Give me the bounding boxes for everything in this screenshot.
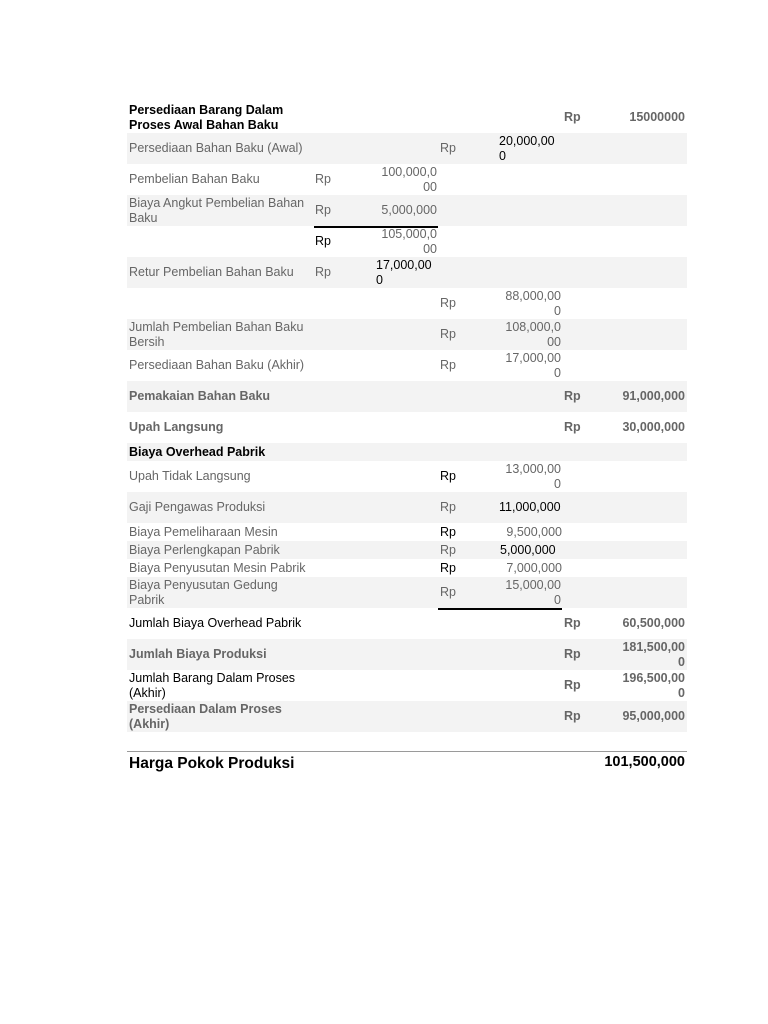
row-label: Persediaan Dalam Proses (Akhir)	[129, 701, 282, 731]
row-label: Jumlah Biaya Produksi	[129, 647, 267, 661]
currency-label: Rp	[564, 678, 581, 692]
grand-total-value: 101,500,000	[604, 754, 685, 770]
table-row	[127, 319, 687, 350]
row-label: Biaya Angkut Pembelian Bahan Baku	[129, 195, 305, 225]
currency-label: Rp	[440, 141, 456, 155]
currency-label: Rp	[564, 389, 581, 403]
amount-value: 100,000,000	[381, 164, 437, 194]
currency-label: Rp	[440, 500, 456, 514]
table-row	[127, 701, 687, 732]
currency-label: Rp	[315, 172, 331, 186]
row-label: Jumlah Biaya Overhead Pabrik	[129, 616, 302, 630]
grand-total-label: Harga Pokok Produksi	[129, 755, 295, 772]
currency-label: Rp	[315, 203, 331, 217]
currency-label: Rp	[315, 234, 331, 248]
table-row	[127, 523, 687, 541]
table-row	[127, 195, 687, 226]
amount-value: 13,000,000	[505, 461, 561, 491]
amount-value: 95,000,000	[622, 709, 685, 723]
row-label: Biaya Perlengkapan Pabrik	[129, 542, 280, 557]
currency-label: Rp	[564, 647, 581, 661]
table-row	[127, 350, 687, 381]
currency-label: Rp	[440, 542, 456, 557]
currency-label: Rp	[440, 560, 456, 575]
currency-label: Rp	[440, 524, 456, 539]
amount-value: 91,000,000	[622, 389, 685, 403]
amount-value: 17,000,000	[376, 257, 432, 287]
table-row	[127, 257, 687, 288]
amount-value: 15000000	[629, 110, 685, 124]
currency-label: Rp	[440, 296, 456, 310]
row-label: Persediaan Bahan Baku (Akhir)	[129, 358, 305, 372]
row-label: Upah Langsung	[129, 420, 224, 434]
row-label: Biaya Penyusutan Gedung Pabrik	[129, 577, 278, 607]
currency-label: Rp	[440, 358, 456, 372]
row-label: Retur Pembelian Bahan Baku	[129, 265, 294, 279]
table-row	[127, 164, 687, 195]
table-row	[127, 541, 687, 559]
currency-label: Rp	[315, 265, 331, 279]
amount-value: 9,500,000	[506, 524, 562, 539]
amount-value: 5,000,000	[500, 542, 556, 557]
amount-value: 5,000,000	[381, 203, 437, 217]
row-label: Gaji Pengawas Produksi	[129, 500, 266, 514]
total-divider	[127, 751, 687, 752]
currency-label: Rp	[440, 585, 456, 599]
amount-value: 17,000,000	[505, 350, 561, 380]
table-row	[127, 559, 687, 577]
row-label: Persediaan Barang Dalam Proses Awal Bahan Baku	[129, 102, 284, 132]
amount-value: 7,000,000	[506, 560, 562, 575]
amount-value: 11,000,000	[499, 500, 561, 514]
currency-label: Rp	[564, 420, 581, 434]
amount-value: 20,000,000	[499, 133, 555, 163]
row-label: Jumlah Barang Dalam Proses (Akhir)	[129, 670, 296, 700]
row-label: Biaya Pemeliharaan Mesin	[129, 524, 278, 539]
row-label: Pembelian Bahan Baku	[129, 172, 260, 186]
table-row	[127, 133, 687, 164]
currency-label: Rp	[564, 616, 581, 630]
amount-value: 108,000,000	[505, 319, 561, 349]
table-row	[127, 639, 687, 670]
table-row	[127, 670, 687, 701]
table-row	[127, 102, 687, 133]
amount-value: 88,000,000	[505, 288, 561, 318]
section-header-row	[127, 443, 687, 461]
row-label: Pemakaian Bahan Baku	[129, 389, 271, 403]
table-row	[127, 461, 687, 492]
row-label: Jumlah Pembelian Bahan Baku Bersih	[129, 319, 304, 349]
grand-total-row	[127, 732, 687, 784]
table-row	[127, 381, 687, 412]
section-heading: Biaya Overhead Pabrik	[129, 444, 266, 459]
table-row	[127, 288, 687, 319]
currency-label: Rp	[440, 469, 456, 483]
row-label	[129, 288, 314, 319]
amount-value: 196,500,000	[622, 670, 685, 700]
row-label: Persediaan Bahan Baku (Awal)	[129, 141, 303, 155]
amount-value: 30,000,000	[622, 420, 685, 434]
amount-value: 60,500,000	[622, 616, 685, 630]
amount-value: 15,000,000	[505, 577, 561, 607]
currency-label: Rp	[564, 709, 581, 723]
table-row	[127, 608, 687, 639]
row-label: Upah Tidak Langsung	[129, 469, 251, 483]
table-row	[127, 226, 687, 257]
currency-label: Rp	[440, 327, 456, 341]
currency-label: Rp	[564, 110, 581, 124]
amount-value: 105,000,000	[381, 226, 437, 256]
cost-of-goods-manufactured-sheet	[127, 102, 687, 784]
table-row	[127, 492, 687, 523]
row-label	[129, 226, 314, 257]
amount-value: 181,500,000	[622, 639, 685, 669]
table-row	[127, 577, 687, 608]
row-label: Biaya Penyusutan Mesin Pabrik	[129, 560, 306, 575]
table-row	[127, 412, 687, 443]
